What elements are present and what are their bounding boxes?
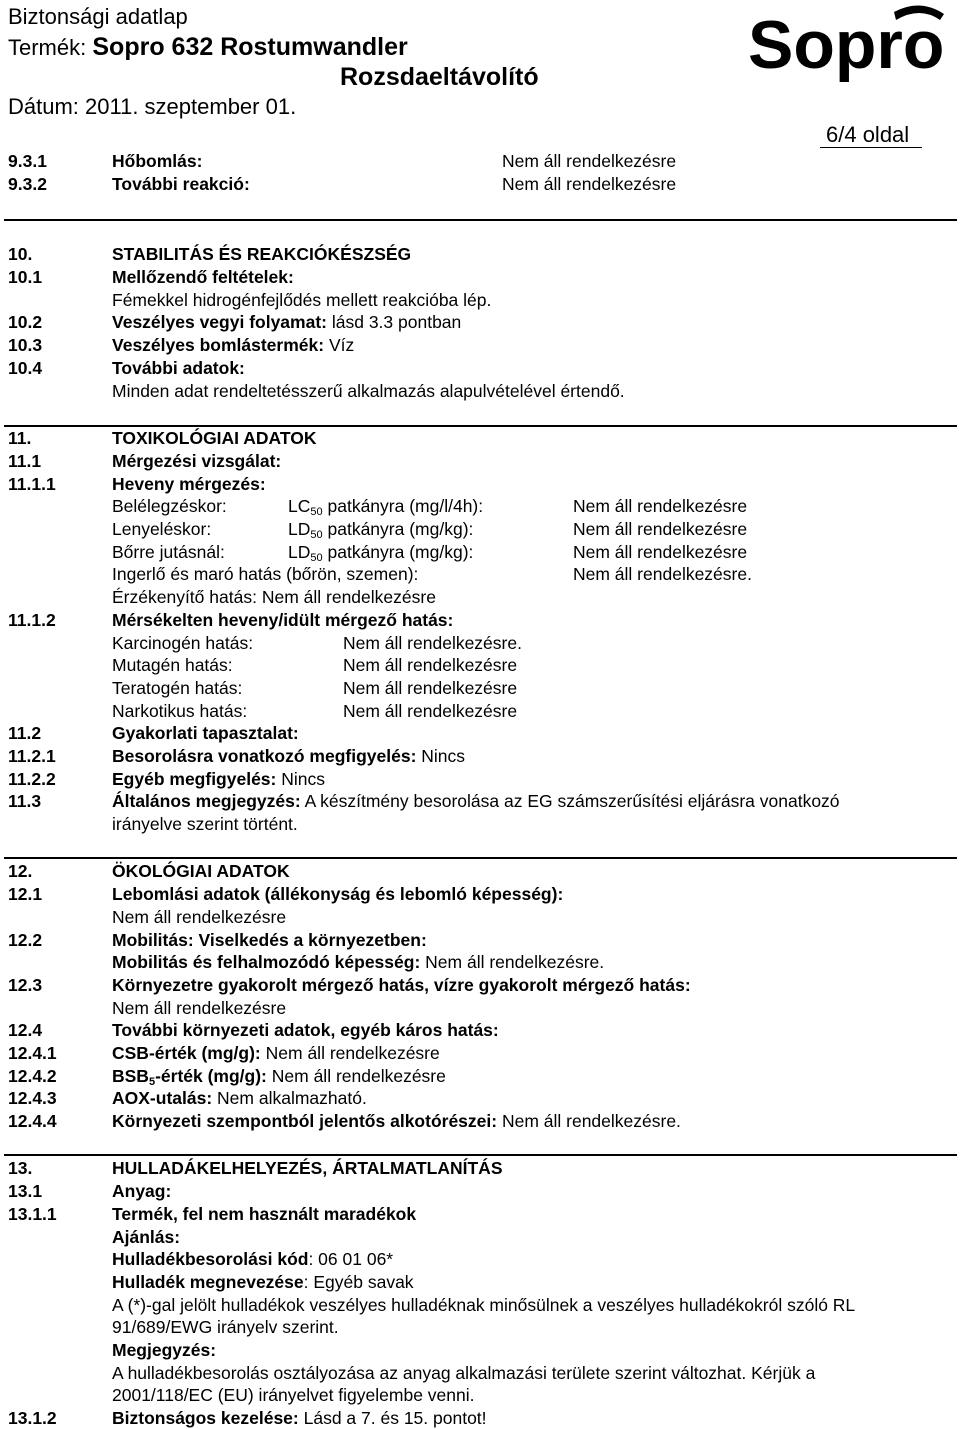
irritant-value: Nem áll rendelkezésre. [573, 564, 752, 584]
acute-route: Bőrre jutásnál: [112, 542, 225, 562]
section-12-4-4-line: Környezeti szempontból jelentős alkotórészei: Nem áll rendelkezésre. [112, 1111, 681, 1131]
recommendation-label: Ajánlás: [112, 1227, 181, 1247]
chronic-value: Nem áll rendelkezésre [343, 655, 518, 675]
section-10-3-number: 10.3 [8, 335, 43, 355]
waste-name-line: Hulladék megnevezése: Egyéb savak [112, 1272, 414, 1292]
section-12-3-value: Nem áll rendelkezésre [112, 998, 287, 1018]
section-divider [4, 1154, 957, 1156]
section-10-4-label: További adatok: [112, 358, 245, 378]
hazardous-note-line-2: 91/689/EWG irányelv szerint. [112, 1317, 339, 1337]
product-name: Sopro 632 Rostumwandler [92, 33, 408, 61]
section-12-2-line-2: Mobilitás és felhalmozódó képesség: Nem áll rendelkezésre. [112, 952, 605, 972]
section-11-title: TOXIKOLÓGIAI ADATOK [112, 428, 317, 448]
section-13-1-label: Anyag: [112, 1181, 172, 1201]
section-divider [4, 219, 957, 221]
section-12-4-1-number: 12.4.1 [8, 1043, 57, 1063]
section-13-1-2-line: Biztonságos kezelése: Lásd a 7. és 15. pontot! [112, 1408, 487, 1428]
section-12-1-label: Lebomlási adatok (állékonyság és lebomló képesség): [112, 884, 564, 904]
acute-route: Belélegzéskor: [112, 496, 227, 516]
section-10-4-number: 10.4 [8, 358, 43, 378]
section-10-number: 10. [8, 244, 33, 264]
hazardous-note-line-1: A (*)-gal jelölt hulladékok veszélyes hulladéknak minősülnek a veszélyes hulladékokról szóló RL [112, 1295, 856, 1315]
product-line [8, 34, 408, 61]
section-10-1-text: Fémekkel hidrogénfejlődés mellett reakcióba lép. [112, 290, 492, 310]
sopro-logo-icon [744, 2, 956, 86]
section-10-3-line: Veszélyes bomlástermék: Víz [112, 335, 355, 355]
acute-value: Nem áll rendelkezésre [573, 519, 748, 539]
product-label: Termék: [8, 35, 87, 60]
section-12-4-1-line: CSB-érték (mg/g): Nem áll rendelkezésre [112, 1043, 440, 1063]
document-title: Biztonsági adatlap [8, 4, 188, 29]
section-9-3-1-number: 9.3.1 [8, 151, 47, 171]
section-10-4-text: Minden adat rendeltetésszerű alkalmazás alapulvételével értendő. [112, 381, 625, 401]
section-13-1-2-number: 13.1.2 [8, 1408, 57, 1428]
section-12-4-2-number: 12.4.2 [8, 1066, 57, 1086]
section-11-3-line: Általános megjegyzés: A készítmény besorolása az EG számszerűsítési eljárásra vonatkozó [112, 791, 840, 811]
section-10-2-line: Veszélyes vegyi folyamat: lásd 3.3 pontban [112, 312, 462, 332]
section-divider [4, 857, 957, 859]
section-10-title: STABILITÁS ÉS REAKCIÓKÉSZSÉG [112, 244, 412, 264]
section-12-4-4-number: 12.4.4 [8, 1111, 57, 1131]
page-number-underline [820, 147, 922, 148]
section-12-4-number: 12.4 [8, 1020, 43, 1040]
chronic-label: Teratogén hatás: [112, 678, 243, 698]
chronic-label: Narkotikus hatás: [112, 701, 248, 721]
section-12-1-number: 12.1 [8, 884, 43, 904]
document-date: Dátum: 2011. szeptember 01. [8, 94, 297, 119]
section-11-2-1-line: Besorolásra vonatkozó megfigyelés: Nincs [112, 746, 466, 766]
section-12-2-number: 12.2 [8, 930, 43, 950]
section-12-2-label: Mobilitás: Viselkedés a környezetben: [112, 930, 427, 950]
section-10-1-number: 10.1 [8, 267, 43, 287]
acute-value: Nem áll rendelkezésre [573, 496, 748, 516]
section-11-2-2-line: Egyéb megfigyelés: Nincs [112, 769, 326, 789]
section-12-3-number: 12.3 [8, 975, 43, 995]
irritant-label: Ingerlő és maró hatás (bőrön, szemen): [112, 564, 419, 584]
section-13-number: 13. [8, 1158, 33, 1178]
section-11-number: 11. [8, 428, 32, 448]
section-12-3-label: Környezetre gyakorolt mérgező hatás, vízre gyakorolt mérgező hatás: [112, 975, 691, 995]
section-11-2-1-number: 11.2.1 [8, 746, 56, 766]
section-9-3-2-label: További reakció: [112, 174, 250, 194]
section-13-title: HULLADÁKELHELYEZÉS, ÁRTALMATLANÍTÁS [112, 1158, 503, 1178]
chronic-label: Mutagén hatás: [112, 655, 233, 675]
sopro-logo [744, 2, 956, 86]
chronic-value: Nem áll rendelkezésre. [343, 633, 522, 653]
acute-test: $LC_{50}$ patkányra (mg/l/4h): [288, 496, 484, 518]
remark-label: Megjegyzés: [112, 1340, 217, 1360]
section-11-1-2-number: 11.1.2 [8, 610, 56, 630]
section-12-title: ÖKOLÓGIAI ADATOK [112, 861, 290, 881]
section-9-3-2-value: Nem áll rendelkezésre [502, 174, 677, 194]
remark-line-1: A hulladékbesorolás osztályozása az anyag alkalmazási területe szerint változhat. Kérjük a [112, 1363, 816, 1383]
section-12-1-value: Nem áll rendelkezésre [112, 907, 287, 927]
section-13-1-1-label: Termék, fel nem használt maradékok [112, 1204, 417, 1224]
acute-test: $LD_{50}$ patkányra (mg/kg): [288, 542, 474, 564]
section-10-2-number: 10.2 [8, 312, 43, 332]
chronic-label: Karcinogén hatás: [112, 633, 254, 653]
chronic-value: Nem áll rendelkezésre [343, 678, 518, 698]
section-13-1-number: 13.1 [8, 1181, 43, 1201]
section-11-2-2-number: 11.2.2 [8, 769, 56, 789]
acute-route: Lenyeléskor: [112, 519, 212, 539]
page-number: 6/4 oldal [826, 122, 910, 147]
section-11-2-number: 11.2 [8, 723, 42, 743]
sensitizing-line: Érzékenyítő hatás: Nem áll rendelkezésre [112, 587, 436, 607]
product-name-2: Rozsdaeltávolító [340, 63, 539, 91]
section-9-3-1-label: Hőbomlás: [112, 151, 203, 171]
section-11-1-2-label: Mérsékelten heveny/idült mérgező hatás: [112, 610, 454, 630]
chronic-value: Nem áll rendelkezésre [343, 701, 518, 721]
section-10-1-label: Mellőzendő feltételek: [112, 267, 294, 287]
section-9-3-1-value: Nem áll rendelkezésre [502, 151, 677, 171]
remark-line-2: 2001/118/EC (EU) irányelvet figyelembe venni. [112, 1385, 475, 1405]
svg-text:Sopro: Sopro [748, 7, 945, 83]
section-11-3-number: 11.3 [8, 791, 42, 811]
section-12-number: 12. [8, 861, 33, 881]
section-12-4-2-line: $BSB_5$-érték (mg/g): Nem áll rendelkezésre [112, 1066, 446, 1088]
section-11-1-label: Mérgezési vizsgálat: [112, 451, 282, 471]
acute-value: Nem áll rendelkezésre [573, 542, 748, 562]
waste-code-line: Hulladékbesorolási kód: 06 01 06* [112, 1249, 394, 1269]
section-11-1-number: 11.1 [8, 451, 42, 471]
section-9-3-2-number: 9.3.2 [8, 174, 47, 194]
section-12-4-label: További környezeti adatok, egyéb káros hatás: [112, 1020, 499, 1040]
section-13-1-1-number: 13.1.1 [8, 1204, 57, 1224]
section-11-1-1-label: Heveny mérgezés: [112, 474, 266, 494]
section-11-2-label: Gyakorlati tapasztalat: [112, 723, 299, 743]
section-11-1-1-number: 11.1.1 [8, 474, 56, 494]
section-12-4-3-line: AOX-utalás: Nem alkalmazható. [112, 1088, 367, 1108]
section-12-4-3-number: 12.4.3 [8, 1088, 57, 1108]
acute-test: $LD_{50}$ patkányra (mg/kg): [288, 519, 474, 541]
section-11-3-line-2: irányelve szerint történt. [112, 814, 298, 834]
